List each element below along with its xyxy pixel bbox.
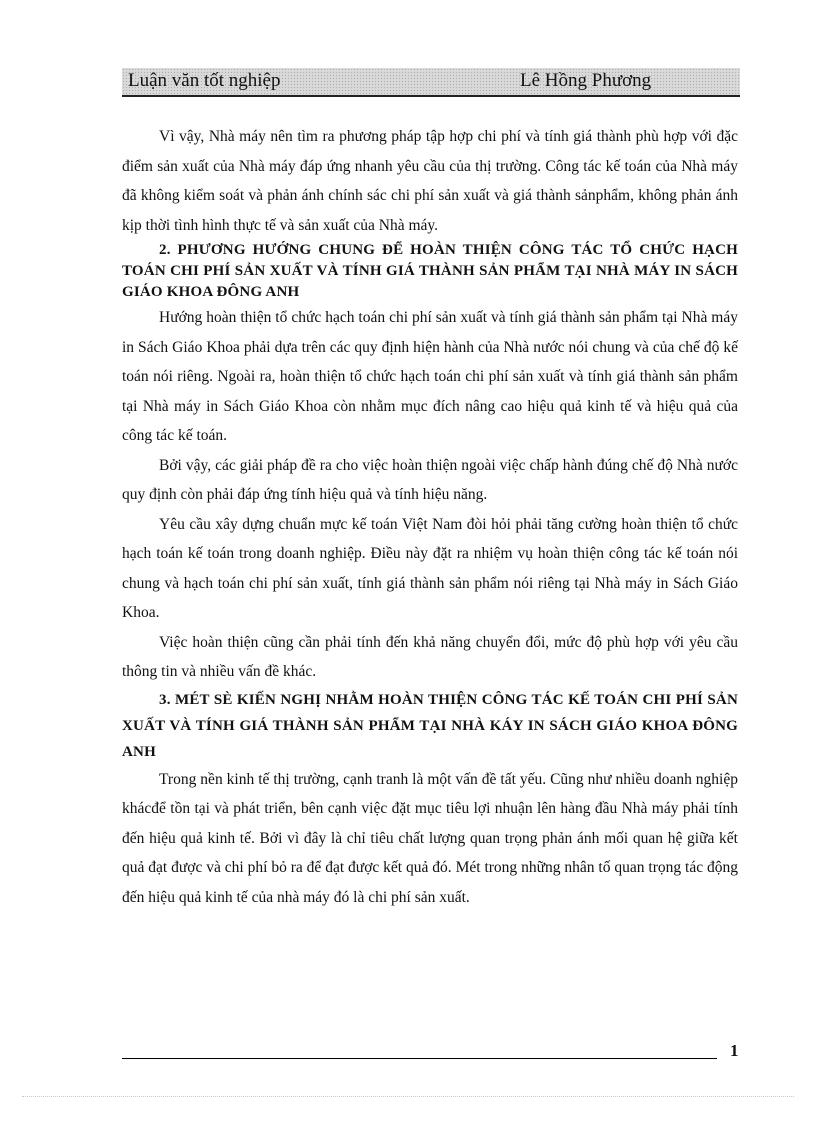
page-header — [122, 68, 740, 97]
paragraph-1: Vì vậy, Nhà máy nên tìm ra phương pháp tập hợp chi phí và tính giá thành phù hợp với đặc điểm sản xuất của Nhà máy đáp ứng nhanh yêu cầu của thị trường. Công tác kế toán của Nhà máy đã không kiểm soát và phản ánh chính sác chi phí sản xuất và giá thành sảnphẩm, không phản ánh kịp thời tình hình thực tế và sản xuất của Nhà máy. — [122, 128, 738, 234]
paragraph-3: Bởi vậy, các giải pháp đề ra cho việc hoàn thiện ngoài việc chấp hành đúng chế độ Nhà nước quy định còn phải đáp ứng tính hiệu quả và tính hiệu năng. — [122, 456, 738, 503]
paragraph-5: Việc hoàn thiện cũng cần phải tính đến khả năng chuyển đổi, mức độ phù hợp với yêu cầu thông tin và nhiều vấn đề khác. — [122, 633, 738, 680]
paragraph-2: Hướng hoàn thiện tổ chức hạch toán chi phí sản xuất và tính giá thành sản phẩm tại Nhà máy in Sách Giáo Khoa phải dựa trên các quy định hiện hành của Nhà nước nói chung và của chế độ kế toán nói riêng. Ngoài ra, hoàn thiện tổ chức hạch toán chi phí sản xuất và tính giá thành sản phẩm tại Nhà máy in Sách Giáo Khoa còn nhằm mục đích nâng cao hiệu quả kinh tế và hiệu quả của công tác kế toán. — [122, 309, 738, 444]
section-heading-2: 2. PHƯƠNG HƯỚNG CHUNG ĐỂ HOÀN THIỆN CÔNG TÁC TỔ CHỨC HẠCH TOÁN CHI PHÍ SẢN XUẤT VÀ TÍNH GIÁ THÀNH SẢN PHẨM TẠI NHÀ MÁY IN SÁCH GIÁO KHOA ĐÔNG ANH — [122, 242, 738, 300]
paragraph-4: Yêu cầu xây dựng chuẩn mực kế toán Việt Nam đòi hỏi phải tăng cường hoàn thiện tổ chức hạch toán kế toán trong doanh nghiệp. Điều này đặt ra nhiệm vụ hoàn thiện công tác kế toán nói chung và hạch toán chi phí sản xuất, tính giá thành sản phẩm nói riêng tại Nhà máy in Sách Giáo Khoa. — [122, 515, 738, 621]
document-body — [122, 122, 738, 912]
page-number: 1 — [730, 1041, 739, 1060]
page-break-divider — [22, 1096, 794, 1097]
header-document-type: Luận văn tốt nghiệp — [128, 70, 281, 91]
header-author: Lê Hồng Phương — [520, 70, 652, 91]
section-heading-3: 3. MÉT SÈ KIẾN NGHỊ NHẰM HOÀN THIỆN CÔNG TÁC KẾ TOÁN CHI PHÍ SẢN XUẤT VÀ TÍNH GIÁ THÀNH SẢN PHẨM TẠI NHÀ KÁY IN SÁCH GIÁO KHOA ĐÔNG ANH — [122, 691, 738, 760]
footer-rule — [122, 1058, 717, 1059]
paragraph-6: Trong nền kinh tế thị trường, cạnh tranh là một vấn đề tất yếu. Cũng như nhiều doanh nghiệp khácđể tồn tại và phát triển, bên cạnh việc đặt mục tiêu lợi nhuận lên hàng đầu Nhà máy phải tính đến hiệu quả kinh tế. Bởi vì đây là chỉ tiêu chất lượng quan trọng phản ánh mối quan hệ giữa kết quả đạt được và chi phí bỏ ra để đạt được kết quả đó. Mét trong những nhân tố quan trọng tác động đến hiệu quả kinh tế của nhà máy đó là chi phí sản xuất. — [122, 770, 738, 906]
